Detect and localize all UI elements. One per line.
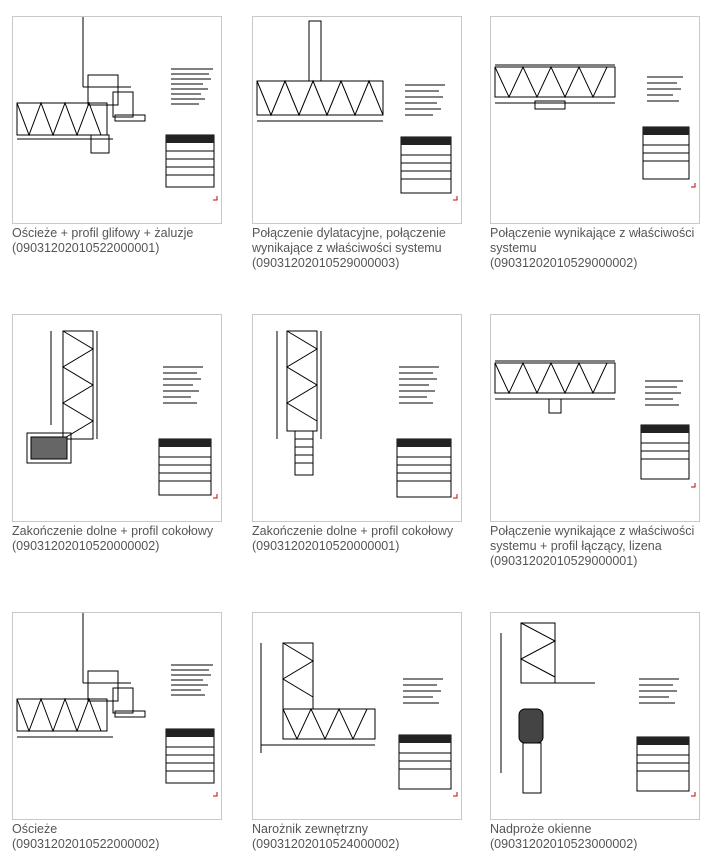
item-code: (09031202010520000002) bbox=[12, 539, 160, 553]
cad-drawing bbox=[253, 17, 461, 223]
item-caption[interactable] bbox=[490, 822, 712, 852]
item-title[interactable]: Połączenie dylatacyjne, połączenie wynikające z właściwości systemu bbox=[252, 226, 446, 255]
item-caption[interactable] bbox=[490, 226, 712, 271]
drawing-thumbnail[interactable] bbox=[252, 16, 462, 224]
cad-drawing bbox=[491, 315, 699, 521]
item-caption[interactable] bbox=[12, 524, 244, 554]
cad-drawing bbox=[13, 17, 221, 223]
drawing-thumbnail[interactable] bbox=[12, 314, 222, 522]
cad-drawing bbox=[253, 315, 461, 521]
cad-drawing bbox=[13, 315, 221, 521]
item-title[interactable]: Połączenie wynikające z właściwości systemu + profil łączący, lizena bbox=[490, 524, 695, 553]
item-title[interactable]: Zakończenie dolne + profil cokołowy bbox=[252, 524, 454, 538]
drawing-thumbnail[interactable] bbox=[490, 16, 700, 224]
drawing-thumbnail[interactable] bbox=[12, 612, 222, 820]
cad-drawing bbox=[253, 613, 461, 819]
item-title[interactable]: Narożnik zewnętrzny bbox=[252, 822, 369, 836]
drawing-thumbnail[interactable] bbox=[12, 16, 222, 224]
item-title[interactable]: Zakończenie dolne + profil cokołowy bbox=[12, 524, 214, 538]
item-caption[interactable] bbox=[12, 226, 244, 256]
drawing-thumbnail[interactable] bbox=[490, 612, 700, 820]
cad-drawing bbox=[491, 17, 699, 223]
item-code: (09031202010529000001) bbox=[490, 554, 638, 568]
item-caption[interactable] bbox=[252, 524, 484, 554]
item-code: (09031202010529000002) bbox=[490, 256, 638, 270]
cad-drawing bbox=[13, 613, 221, 819]
item-caption[interactable] bbox=[490, 524, 712, 569]
item-code: (09031202010529000003) bbox=[252, 256, 400, 270]
item-caption[interactable] bbox=[12, 822, 244, 852]
item-title[interactable]: Nadproże okienne bbox=[490, 822, 592, 836]
cad-drawing bbox=[491, 613, 699, 819]
drawing-thumbnail[interactable] bbox=[252, 314, 462, 522]
item-code: (09031202010523000002) bbox=[490, 837, 638, 851]
item-title[interactable]: Połączenie wynikające z właściwości systemu bbox=[490, 226, 695, 255]
item-code: (09031202010522000001) bbox=[12, 241, 160, 255]
item-caption[interactable] bbox=[252, 822, 484, 852]
item-code: (09031202010522000002) bbox=[12, 837, 160, 851]
item-caption[interactable] bbox=[252, 226, 484, 271]
item-code: (09031202010520000001) bbox=[252, 539, 400, 553]
item-code: (09031202010524000002) bbox=[252, 837, 400, 851]
drawing-thumbnail[interactable] bbox=[252, 612, 462, 820]
item-title[interactable]: Ościeże + profil glifowy + żaluzje bbox=[12, 226, 194, 240]
drawing-thumbnail[interactable] bbox=[490, 314, 700, 522]
item-title[interactable]: Ościeże bbox=[12, 822, 58, 836]
